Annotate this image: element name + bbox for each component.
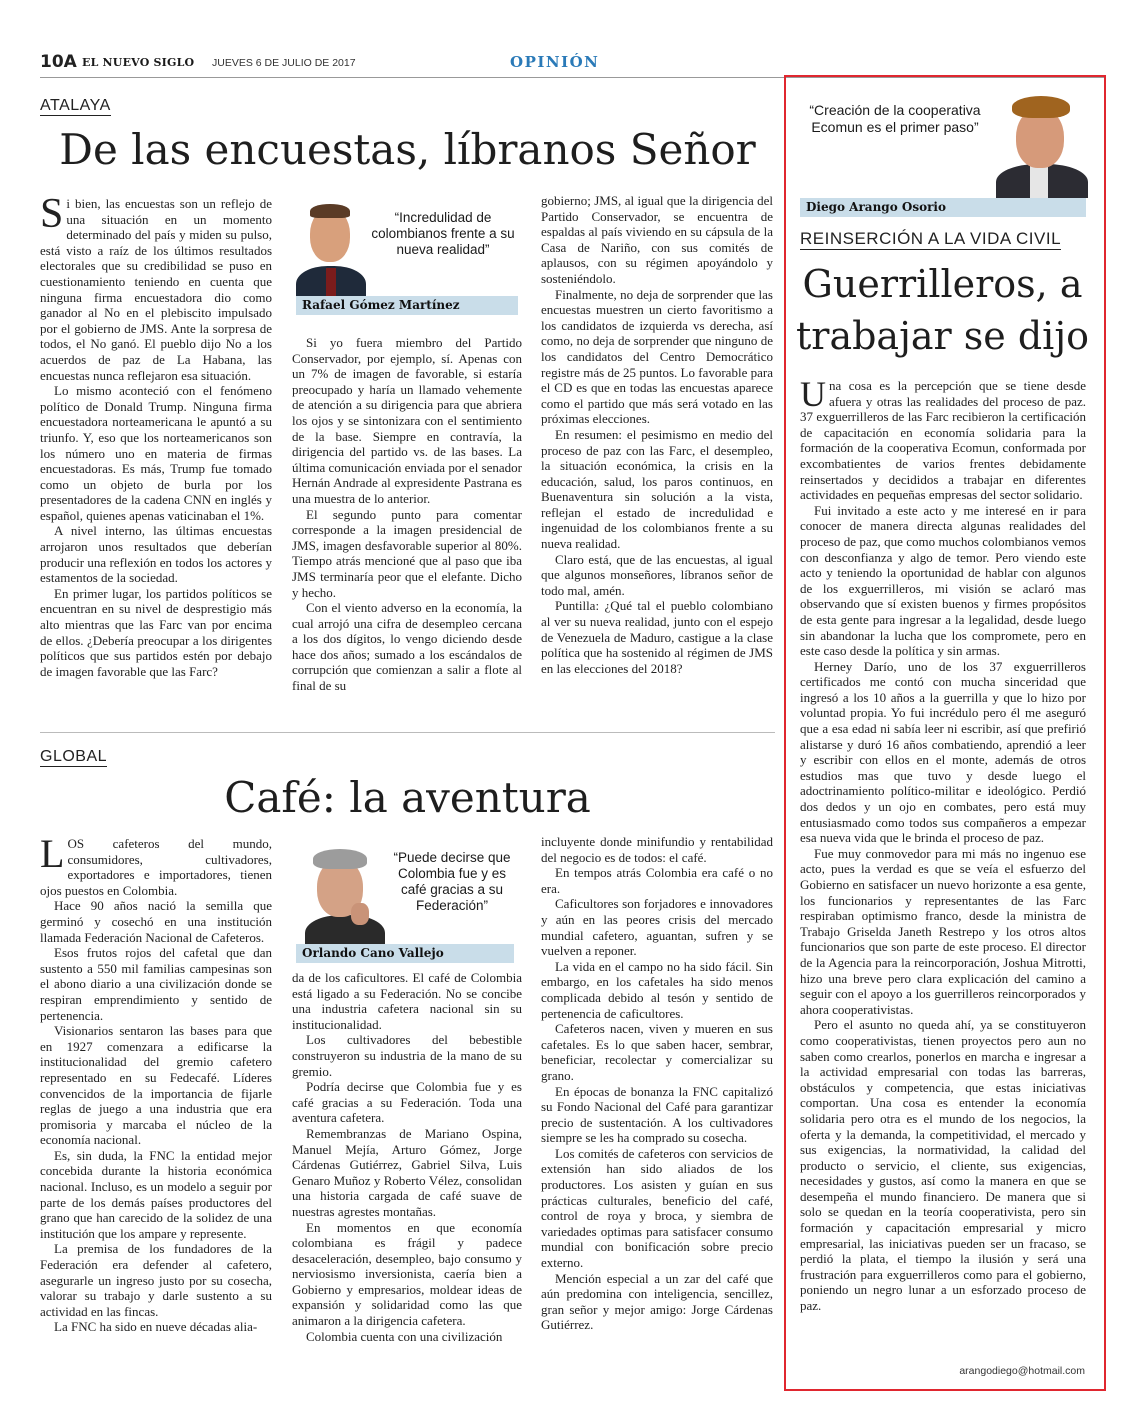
article3-paragraph: Fui invitado a este acto y me interesé en ir para conocer de manera directa algunas realidades del proceso de paz, que como muchos colombianos vemos con desconfianza y algo de temor. Pero viendo este acto y teniendo la oportunidad de hablar con algunos de los exguerrilleros, mi visión se aclaró mas observando que sí existen buenos y firmes propósitos de esta gente para ingresar a la legalidad, desde luego sin abandonar la lucha que los compromete, pero en este caso desde la política y sin armas.: [800, 502, 1086, 659]
article2-headline: Café: la aventura: [224, 773, 591, 822]
page-header: [40, 50, 1105, 78]
article3-pull-quote: “Creación de la cooperativa Ecomun es el primer paso”: [809, 102, 981, 135]
article2-author-name: Orlando Cano Vallejo: [296, 944, 514, 963]
article1-pull-quote: “Incredulidad de colombianos frente a su nueva realidad”: [371, 210, 515, 257]
article2-paragraph: Colombia cuenta con una civilización: [306, 1328, 503, 1344]
article3-author-name: Diego Arango Osorio: [800, 198, 1086, 217]
issue-date: JUEVES 6 DE JULIO DE 2017: [212, 57, 356, 69]
article1-paragraph: En resumen: el pesimismo en medio del proceso de paz con las Farc, el desempleo, la situación económica, la crisis en la educación, salud, los paros continuos, en Buenaventura sin solución a la vista, reflejan el estado de incredulidad e ingenuidad de los colombianos frente a su nueva realidad.: [541, 426, 773, 552]
article1-paragraph: i bien, las encuestas son un reflejo de una situación en un momento determinado del país y miden su pulso, está visto a raíz de los últimos resultados electorales que su credibilidad se puso en cuestionamiento teniendo en cuenta que ninguna firma encuestadora dio como ganador al No en el plebiscito impulsado por el gobierno de JMS. Ante la sorpresa de todos, el No ganó. El pueblo dijo No a los acuerdos de paz de La Habana, las encuestas nunca reflejaron esa situación.: [40, 196, 272, 383]
article1-column-3: [541, 193, 773, 676]
article2-paragraph: Podría decirse que Colombia fue y es café gracias a su Federación. Toda una aventura cafetera.: [292, 1079, 522, 1126]
article2-paragraph: Es, sin duda, la FNC la entidad mejor concebida durante la historia económica nacional. Incluso, es un modelo a seguir por parte de los demás países productores del grano que han carecido de la solidez de una institución que los ampare y represente.: [40, 1147, 272, 1241]
article2-paragraph: Visionarios sentaron las bases para que en 1927 comenzara a edificarse la institucionalidad del gremio cafetero representado en su Fedecafé. Líderes convencidos de la importancia de fijarle reglas de juego a una industria que era promisoria y marcaba el núcleo de la economía nacional.: [40, 1023, 272, 1148]
page-number: 10A: [40, 52, 77, 72]
article2-paragraph: incluyente donde minifundio y rentabilidad del negocio es de todos: el café.: [541, 834, 773, 865]
article3-headline-line: Guerrilleros, a: [802, 262, 1083, 306]
article3-body: [800, 374, 1086, 1314]
article1-paragraph: El segundo punto para comentar corresponde a la imagen presidencial de JMS, imagen desfavorable superior al 80%. Tiempo atrás mencioné que al paso que iba JMS terminaría peor que el elefante. Dicho y hecho.: [292, 506, 522, 600]
article2-paragraph: En épocas de bonanza la FNC capitalizó su Fondo Nacional del Café para garantizar precio de sustentación. A los cultivadores siempre se les ha comprado su cosecha.: [541, 1083, 773, 1146]
article3-headline-line: trabajar se dijo: [796, 314, 1089, 358]
article2-paragraph: Caficultores son forjadores e innovadores y aún en las peores crisis del mercado mundial cafetero, aguantan, sufren y se vuelven a reponer.: [541, 896, 773, 959]
article2-paragraph: Los comités de cafeteros con servicios de extensión han sido aliados de los productores. Los asisten y guían en sus prácticas culturales, beneficio del café, control de roya y broca, y siembra de variedades optimas para satisfacer consumo mundial con bonificación sobre precio externo.: [541, 1145, 773, 1271]
article3-paragraph: Fue muy conmovedor para mi más no ingenuo ese acto, pues la verdad es que se veía el esfuerzo del Gobierno en satisfacer un nuevo horizonte a esa gente, los funcionarios y representantes de las Farc respiraban optimismo franco, desde la ministra de Trabajo Griselda Janeth Restrepo y los otros altos funcionarios que son parte de este proceso. El director de la Agencia para la reincorporación, Joshua Mitrotti, hizo una breve pero clara explicación del camino a seguir con el apoyo a los guerrilleros reincorporados y ahora cooperativistas.: [800, 845, 1086, 1017]
article2-paragraph: Remembranzas de Mariano Ospina, Manuel Mejía, Arturo Gómez, Jorge Cárdenas Gutiérrez, Gabriel Silva, Luis Genaro Muñoz y Roberto Vélez, consolidan una historia cargada de café suave de nuestras agrestes montañas.: [292, 1125, 522, 1219]
section-title: OPINIÓN: [510, 53, 600, 71]
article1-dropcap: S: [40, 191, 64, 237]
article2-paragraph: Esos frutos rojos del cafetal que dan sustento a 550 mil familias campesinas son el abono diario a una civilización donde se respiran emprendimiento y sentido de pertenencia.: [40, 945, 272, 1023]
article2-paragraph: En momentos en que economía colombiana es frágil y padece desaceleración, desempleo, bajo consumo y nerviosismo inversionista, caería bien a Gobierno y empresarios, moldear ideas de expansión y solidaridad como las que animaron a la dirigencia cafetera.: [292, 1219, 522, 1329]
article1-paragraph: Lo mismo aconteció con el fenómeno político de Donald Trump. Ninguna firma encuestadora norteamericana le apuntó a su triunfo. Y, eso que los norteamericanos son los número uno en materia de firmas encuestadoras. Es más, Trump fue tomado como un objeto de burla por los presentadores de la cadena CNN en inglés y español, quienes apenas vaticinaban el 1%.: [40, 383, 272, 523]
article3-headline: [790, 258, 1095, 362]
article3-paragraph: na cosa es la percepción que se tiene desde afuera y otras las realidades del proceso de paz. 37 exguerrilleros de las Farc recibieron la certificación de capacitación en economía solidaria para la formación de la cooperativa Ecomun, conformada por excombatientes de varios frentes debidamente reinsertados y decididos a trabajar en diferentes actividades en pequeñas empresas del sector solidario.: [800, 378, 1086, 503]
article3-dropcap: U: [800, 374, 826, 414]
article2-paragraph: En tempos atrás Colombia era café o no era.: [541, 865, 773, 896]
article2-paragraph: Cafeteros nacen, viven y mueren en sus cafetales. Es lo que saben hacer, sembrar, beneficiar, recolectar y comercializar su grano.: [541, 1021, 773, 1083]
article2-paragraph: OS cafeteros del mundo, consumidores, cultivadores, exportadores e importadores, tienen ojos puestos en Colombia.: [40, 836, 272, 898]
author-photo-rafael: [296, 196, 366, 298]
article1-paragraph: En primer lugar, los partidos políticos se encuentran en su nivel de desprestigio más alto mientras que las Farc van por encima de ellos. ¿Debería preocupar a los dirigentes políticos que sus partidos estén por debajo de imagen favorable que las Farc?: [40, 585, 272, 679]
article2-paragraph: La FNC ha sido en nueve décadas alia-: [54, 1319, 258, 1335]
article2-paragraph: da de los caficultores. El café de Colombia está ligado a su Federación. No se concibe una industria cafetera nacional sin su institucionalidad.: [292, 970, 522, 1032]
article1-paragraph: A nivel interno, las últimas encuestas arrojaron unos resultados que deberían producir una reflexión en todos los actores y estamentos de la sociedad.: [40, 523, 272, 586]
article2-section-label: GLOBAL: [40, 748, 108, 765]
author-photo-diego: [990, 90, 1088, 198]
article2-pull-quote: “Puede decirse que Colombia fue y es café gracias a su Federación”: [393, 850, 511, 913]
article1-paragraph: Con el viento adverso en la economía, la cual arrojó una cifra de desempleo cercana a los dos dígitos, lo vengo diciendo desde hace dos años; sumado a los escándalos de corrupción que comienzan a salir a flote al final de su: [292, 600, 522, 694]
author-email: arangodiego@hotmail.com: [959, 1365, 1085, 1377]
article1-paragraph: gobierno; JMS, al igual que la dirigencia del Partido Conservador, se encuentra de espaldas al país viviendo en su cápsula de la Casa de Nariño, con sus comités de aplausos, con su régimen apoyándolo y sosteniéndolo.: [541, 193, 773, 286]
article2-column-2: [292, 970, 522, 1344]
article2-paragraph: Los cultivadores del bebestible construyeron su industria de la mano de su gremio.: [292, 1032, 522, 1079]
article1-section-label: ATALAYA: [40, 97, 111, 114]
article2-column-1: [40, 831, 272, 1335]
article2-dropcap: L: [40, 831, 65, 876]
article2-paragraph: Hace 90 años nació la semilla que germinó y cosechó en una institución llamada Federación Nacional de Cafeteros.: [40, 898, 272, 945]
article1-paragraph: Finalmente, no deja de sorprender que las encuestas muestren un cierto favoritismo a los candidatos de izquierda vs derecha, así como, no deja de sorprender que ninguno de los candidatos del Centro Democrático registre más de 25 puntos. Lo favorable para el CD es que en todas las encuestas aparece como el partido que más será votado en las próximas elecciones.: [541, 286, 773, 427]
section-divider: [40, 732, 775, 733]
newspaper-name: EL NUEVO SIGLO: [82, 56, 195, 69]
article1-paragraph: Puntilla: ¿Qué tal el pueblo colombiano al ver su nueva realidad, junto con el espejo de Venezuela de Maduro, castigue a la clase política que ha sostenido al régimen de JMS en las elecciones del 2018?: [541, 598, 773, 676]
article1-paragraph: Si yo fuera miembro del Partido Conservador, por ejemplo, sí. Apenas con un 7% de imagen de favorable, si estaría preocupado y haría un llamado vehemente de atención a su dirigencia para que abriera los ojos y se sintonizara con el sentimiento de la base. Siempre en contravía, la dirigencia del partido vs. de las bases. La última comunicación enviada por el senador Hernán Andrade al expresidente Pastrana es una muestra de lo anterior.: [292, 335, 522, 506]
article3-paragraph: Herney Darío, uno de los 37 exguerrilleros certificados me contó con mucha sinceridad que ingresó a los 10 años a la guerrilla y que lo hizo por voluntad propia. Yo fui incrédulo pero él me aseguró que a esa edad ni sabía leer ni escribir, así que prefirió alistarse y duró 16 años combatiendo, aprendió a leer y escribir con ellos en el monte, además de otros estudios mas que tuvo y desde luego el adoctrinamiento político-militar e ideológico. Perdió dos dedos y un ojo en combates, pero está muy entusiasmado como todos sus compañeros a empezar esa nueva vida que le brinda el proceso de paz.: [800, 658, 1086, 846]
article1-column-1: [40, 191, 272, 679]
article2-paragraph: Mención especial a un zar del café que aún predomina con inteligencia, sencillez, gran señor y mejor amigo: Jorge Cárdenas Gutiérrez.: [541, 1270, 773, 1333]
article1-column-2: [292, 335, 522, 694]
author-photo-orlando: [295, 845, 390, 945]
article2-paragraph: La premisa de los fundadores de la Federación era defender al cafetero, asegurarle un ingreso justo por su cosecha, valorar su trabajo y darle sustento a su actividad en las fincas.: [40, 1241, 272, 1319]
article2-paragraph: La vida en el campo no ha sido fácil. Sin embargo, en los cafetales ha sido menos complicada debido al tesón y sentido de pertenencia de caficultores.: [541, 958, 773, 1021]
article3-paragraph: Pero el asunto no queda ahí, ya se constituyeron como cooperativistas, tienen proyectos pero aun no saben como crearlos, ponerlos en marcha e ingresar a la actividad empresarial con todas las barreras, obstáculos y competencia, que estas iniciativas comportan. Una cosa es entender la economía solidaria pero otra es el mundo de los negocios, la oferta y la demanda, la competitividad, el mercado y sus exigencias, la normatividad, la calidad del producto o servicio, el cliente, sus exigencias, necesidades y gustos, así como la manera en que se desempeña el mundo financiero. De manera que si solo se quedan en la teoría cooperativista, pero sin formación y capacitación empresarial y micro empresarial, las iniciativas pueden ser un fracaso, se perdió la plata, el tiempo la ilusión y será una frustración para exguerrilleros como para el gobierno, poniendo un negro lunar a un esforzado proceso de paz.: [800, 1017, 1086, 1314]
article1-paragraph: Claro está, que de las encuestas, al igual que algunos monseñores, líbranos señor de todo mal, amén.: [541, 551, 773, 598]
article1-author-name: Rafael Gómez Martínez: [296, 296, 518, 315]
article3-section-label: REINSERCIÓN A LA VIDA CIVIL: [800, 229, 1062, 248]
article2-column-3: [541, 834, 773, 1333]
article1-headline: De las encuestas, líbranos Señor: [59, 125, 756, 174]
